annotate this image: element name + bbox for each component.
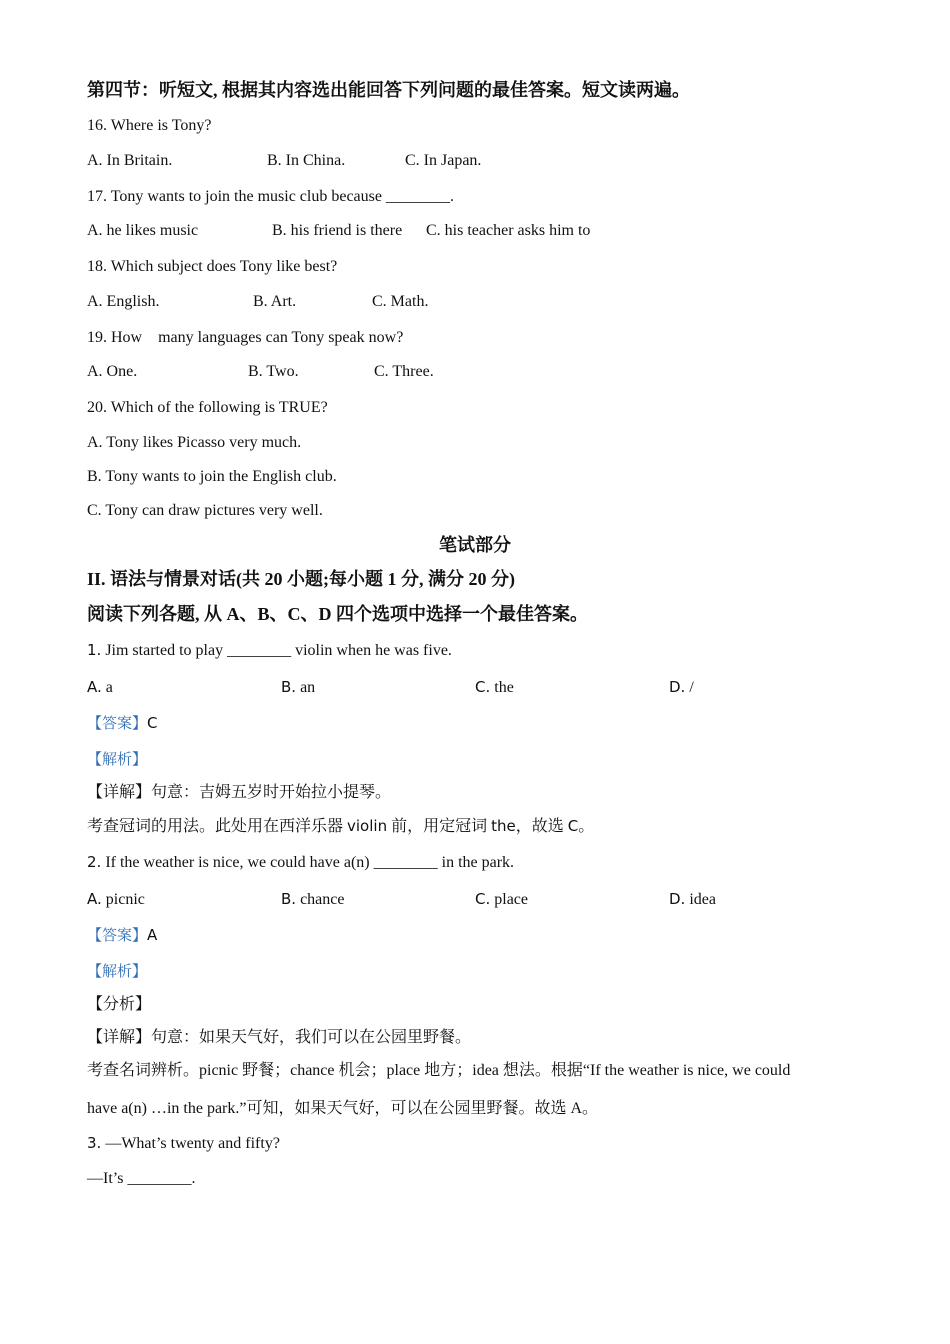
q1-detail — [87, 783, 391, 803]
q1-explanation — [87, 816, 594, 837]
question-17: 17. Tony wants to join the music club because ________. — [87, 188, 454, 205]
q2-answer-value: A — [147, 926, 158, 944]
question-20: 20. Which of the following is TRUE? — [87, 399, 328, 416]
q16-option-a: A. In Britain. — [87, 152, 173, 169]
q1-option-c-letter: C. — [475, 678, 491, 696]
q1-explain-word2: the — [491, 817, 516, 835]
question-3-reply: —It’s ________. — [87, 1170, 196, 1187]
q2-answer — [87, 925, 157, 946]
q1-explain-word1: violin — [347, 817, 388, 835]
q1-explain-word3: C — [567, 817, 579, 835]
q1-analysis-label: 【解析】 — [87, 750, 148, 768]
q1-explain-part4: 。 — [578, 818, 595, 835]
q2-option-c — [475, 889, 528, 910]
q2-option-b-letter: B. — [281, 890, 297, 908]
q2-analysis-label: 【解析】 — [87, 962, 148, 980]
q16-option-c: C. In Japan. — [405, 152, 482, 169]
grammar-section-title: II. 语法与情景对话(共 20 小题;每小题 1 分, 满分 20 分) — [87, 569, 515, 589]
q1-analysis — [87, 749, 147, 770]
q19-option-c: C. Three. — [374, 363, 434, 380]
question-1 — [87, 640, 452, 661]
q1-detail-text: 句意：吉姆五岁时开始拉小提琴。 — [151, 784, 392, 801]
question-16: 16. Where is Tony? — [87, 117, 212, 134]
q2-explanation-line2: have a(n) …in the park.”可知，如果天气好，可以在公园里野餐。故选 A。 — [87, 1100, 599, 1117]
q1-option-a — [87, 677, 113, 698]
q2-analysis — [87, 961, 147, 982]
q20-option-c: C. Tony can draw pictures very well. — [87, 502, 323, 519]
q2-detail-label: 【详解】 — [87, 1029, 152, 1046]
q1-explain-part2: 前，用定冠词 — [387, 818, 492, 835]
question-2-number: 2. — [87, 853, 102, 871]
q1-option-c-text: the — [494, 679, 514, 696]
q1-answer-label: 【答案】 — [87, 714, 148, 732]
question-2 — [87, 852, 514, 873]
q2-option-c-letter: C. — [475, 890, 491, 908]
q2-option-d-letter: D. — [669, 890, 686, 908]
q2-option-d — [669, 889, 716, 910]
q2-detail — [87, 1028, 471, 1048]
q18-option-c: C. Math. — [372, 293, 429, 310]
written-part-title: 笔试部分 — [439, 535, 511, 555]
question-18: 18. Which subject does Tony like best? — [87, 258, 338, 275]
q1-option-d — [669, 677, 694, 698]
q2-option-c-text: place — [494, 891, 528, 908]
q1-answer-value: C — [147, 714, 158, 732]
question-2-text: If the weather is nice, we could have a(n) ________ in the park. — [105, 854, 515, 871]
q2-answer-label: 【答案】 — [87, 926, 148, 944]
q20-option-b: B. Tony wants to join the English club. — [87, 468, 337, 485]
q19-option-a: A. One. — [87, 363, 138, 380]
q1-option-d-text: / — [689, 679, 694, 696]
q2-fenxi-label: 【分析】 — [87, 996, 152, 1013]
q2-option-d-text: idea — [689, 891, 716, 908]
q2-explanation-line1: 考查名词辨析。picnic 野餐；chance 机会；place 地方；idea 想法。根据“If the weather is nice, we could — [87, 1062, 791, 1079]
q20-option-a: A. Tony likes Picasso very much. — [87, 434, 302, 451]
q2-option-a — [87, 889, 145, 910]
q1-option-a-letter: A. — [87, 678, 102, 696]
q17-option-a: A. he likes music — [87, 222, 199, 239]
q1-option-c — [475, 677, 514, 698]
q2-option-a-letter: A. — [87, 890, 102, 908]
question-3 — [87, 1133, 280, 1154]
q16-option-b: B. In China. — [267, 152, 346, 169]
question-3-number: 3. — [87, 1134, 102, 1152]
grammar-instruction: 阅读下列各题, 从 A、B、C、D 四个选项中选择一个最佳答案。 — [87, 604, 589, 624]
question-1-text: Jim started to play ________ violin when he was five. — [105, 642, 452, 659]
q1-detail-label: 【详解】 — [87, 784, 152, 801]
q17-option-c: C. his teacher asks him to — [426, 222, 591, 239]
q1-option-d-letter: D. — [669, 678, 686, 696]
q1-explain-part3: ，故选 — [515, 818, 568, 835]
q2-option-a-text: picnic — [105, 891, 145, 908]
q1-option-b-letter: B. — [281, 678, 297, 696]
q1-explain-part1: 考查冠词的用法。此处用在西洋乐器 — [87, 818, 348, 835]
q2-detail-text: 句意：如果天气好，我们可以在公园里野餐。 — [151, 1029, 472, 1046]
q1-answer — [87, 713, 158, 734]
question-3-text: —What’s twenty and fifty? — [105, 1135, 280, 1152]
question-19: 19. How many languages can Tony speak now? — [87, 329, 404, 346]
listening-section-heading: 第四节：听短文, 根据其内容选出能回答下列问题的最佳答案。短文读两遍。 — [87, 80, 690, 100]
q18-option-b: B. Art. — [253, 293, 297, 310]
q1-option-b-text: an — [300, 679, 316, 696]
q18-option-a: A. English. — [87, 293, 160, 310]
question-1-number: 1. — [87, 641, 102, 659]
q2-fenxi — [87, 995, 151, 1015]
q1-option-b — [281, 677, 315, 698]
q2-option-b-text: chance — [300, 891, 345, 908]
q17-option-b: B. his friend is there — [272, 222, 403, 239]
q19-option-b: B. Two. — [248, 363, 299, 380]
q2-option-b — [281, 889, 344, 910]
q1-option-a-text: a — [105, 679, 113, 696]
